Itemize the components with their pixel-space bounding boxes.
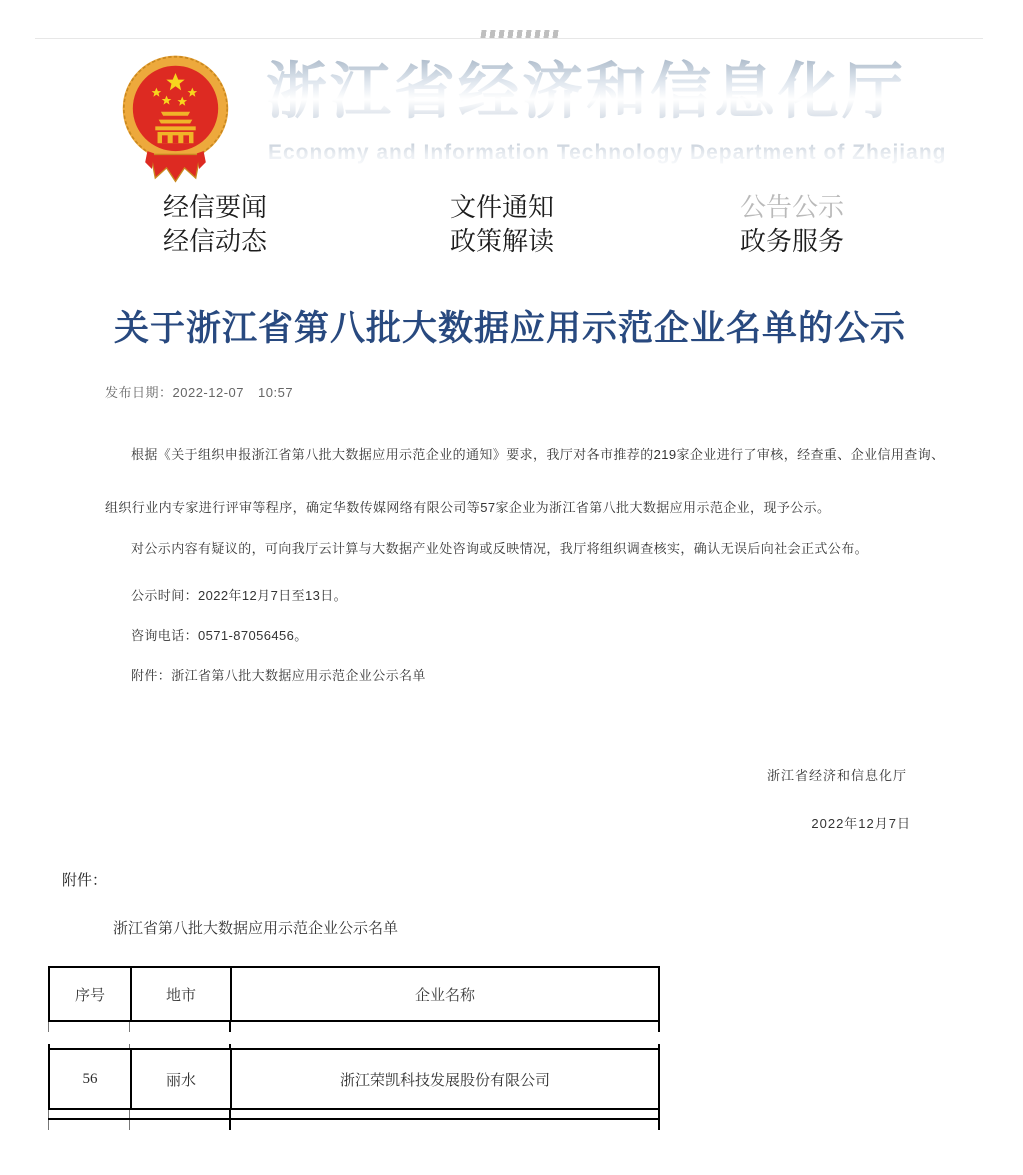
publish-date-row	[105, 382, 293, 401]
nav-item-jingxin-yaowen[interactable]: 经信要闻	[163, 192, 268, 222]
attachment-table-title: 浙江省第八批大数据应用示范企业公示名单	[113, 920, 399, 937]
table-header-seq: 序号	[50, 968, 132, 1020]
article-body	[105, 428, 947, 689]
main-nav	[163, 193, 883, 255]
nav-item-zhengce-jiedu[interactable]: 政策解读	[450, 226, 555, 256]
table-cell-company: 浙江荣凯科技发展股份有限公司	[339, 1071, 550, 1089]
paragraph-5: 附件：浙江省第八批大数据应用示范企业公示名单	[131, 668, 426, 683]
table-clipped-row-stubs-top	[48, 1044, 660, 1048]
site-logo[interactable]	[119, 50, 232, 196]
table-clipped-row-stubs-mid	[48, 1110, 660, 1118]
nav-item-gonggao-gongshi[interactable]: 公告公示	[740, 192, 845, 222]
table-clipped-row-stubs	[48, 1022, 660, 1032]
attachment-table-header-fragment	[48, 966, 660, 1032]
table-header-city: 地市	[132, 968, 232, 1020]
publish-time-value: 10:57	[258, 385, 294, 400]
signature-date: 2022年12月7日	[811, 816, 911, 831]
paragraph-2: 对公示内容有疑议的，可向我厅云计算与大数据产业处咨询或反映情况，我厅将组织调查核实，确认无误后向社会正式公布。	[131, 541, 869, 556]
paragraph-4: 咨询电话：0571-87056456。	[131, 628, 308, 643]
nav-item-wenjian-tongzhi[interactable]: 文件通知	[450, 192, 555, 222]
header-divider	[35, 38, 983, 39]
nav-item-jingxin-dongtai[interactable]: 经信动态	[163, 226, 268, 256]
publish-date-label: 发布日期：	[105, 385, 173, 400]
table-header-company: 企业名称	[414, 986, 475, 1004]
table-cell-seq: 56	[50, 1050, 132, 1108]
table-cell-city: 丽水	[132, 1050, 232, 1108]
table-clipped-row-stubs-bottom	[48, 1120, 660, 1130]
paragraph-1: 根据《关于组织申报浙江省第八批大数据应用示范企业的通知》要求，我厅对各市推荐的219家企业进行了审核，经查重、企业信用查询、组织行业内专家进行评审等程序，确定华数传媒网络有限公司等57家企业为浙江省第八批大数据应用示范企业，现予公示。	[105, 447, 945, 515]
paragraph-3: 公示时间：2022年12月7日至13日。	[131, 588, 348, 603]
publish-date-value: 2022-12-07	[172, 385, 245, 400]
signature-department: 浙江省经济和信息化厅	[766, 768, 907, 783]
china-national-emblem-icon	[119, 50, 232, 196]
nav-item-zhengwu-fuwu[interactable]: 政务服务	[740, 226, 845, 256]
clipped-text-fragment	[480, 30, 559, 38]
site-title: 浙江省经济和信息化厅	[266, 57, 907, 125]
attachment-table-row-fragment	[48, 1044, 660, 1130]
table-row	[48, 1048, 660, 1110]
article-title: 关于浙江省第八批大数据应用示范企业名单的公示	[113, 309, 906, 348]
table-header-row	[48, 966, 660, 1022]
attachment-label: 附件：	[62, 872, 108, 889]
site-subtitle: Economy and Information Technology Department of Zhejiang	[268, 141, 947, 164]
